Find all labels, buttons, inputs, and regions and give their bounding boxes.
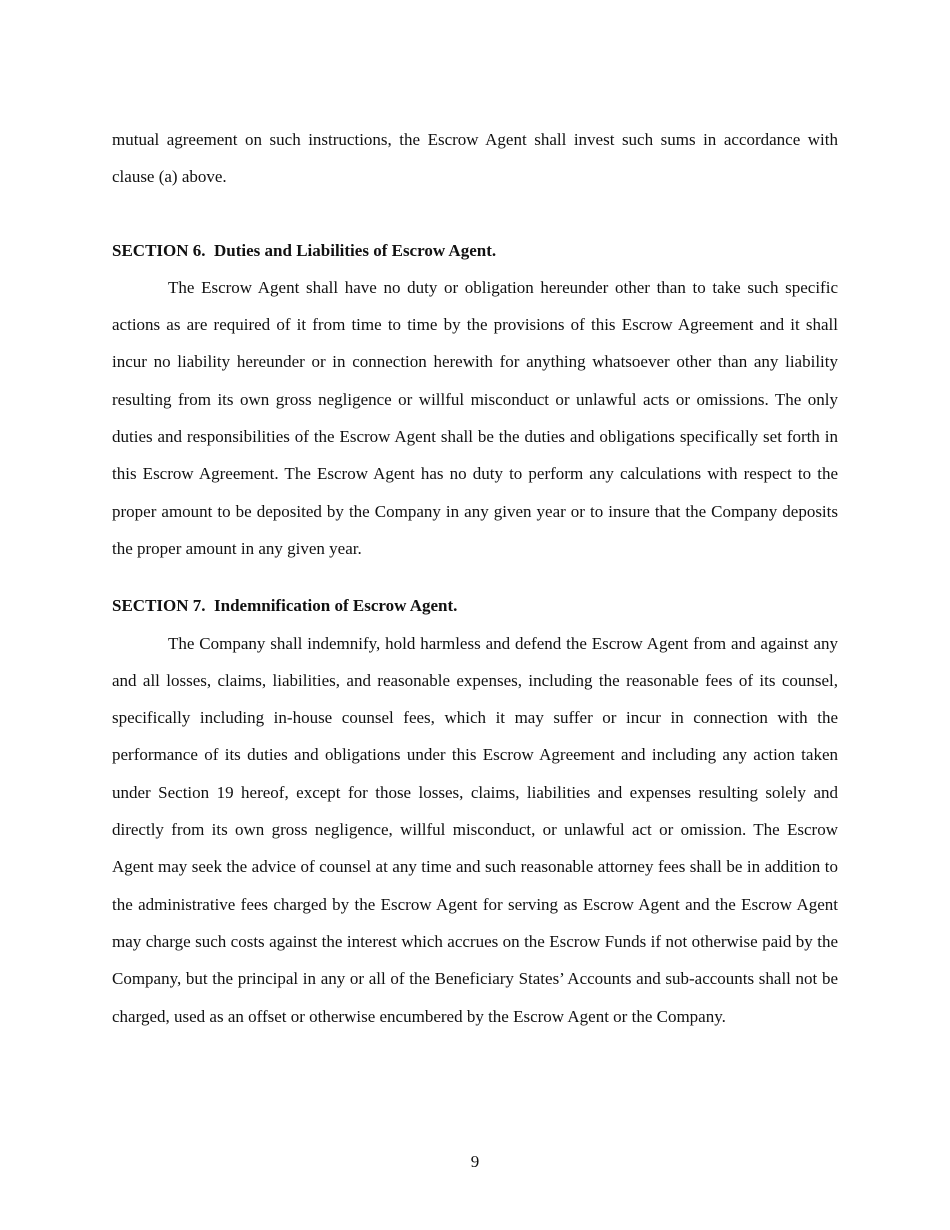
section-7-body: The Company shall indemnify, hold harmless and defend the Escrow Agent from and against any and all losses, claims, liabilities, and reasonable expenses, including the reasonable fees of its counsel, specifically including in-house counsel fees, which it may suffer or incur in connection with the performance of its duties and obligations under this Escrow Agreement and including any action taken under Section 19 hereof, except for those losses, claims, liabilities and expenses resulting solely and directly from its own gross negligence, willful misconduct, or unlawful act or omission. The Escrow Agent may seek the advice of counsel at any time and such reasonable attorney fees shall be in addition to the administrative fees charged by the Escrow Agent for serving as Escrow Agent and the Escrow Agent may charge such costs against the interest which accrues on the Escrow Funds if not otherwise paid by the Company, but the principal in any or all of the Beneficiary States’ Accounts and sub-accounts shall not be charged, used as an offset or otherwise encumbered by the Escrow Agent or the Company. xyxy=(112,633,838,1026)
section-6-body: The Escrow Agent shall have no duty or obligation hereunder other than to take such specific actions as are required of it from time to time by the provisions of this Escrow Agreement and it shall incur no liability hereunder or in connection herewith for anything whatsoever other than any liability resulting from its own gross negligence or willful misconduct or unlawful acts or omissions. The only duties and responsibilities of the Escrow Agent shall be the duties and obligations specifically set forth in this Escrow Agreement. The Escrow Agent has no duty to perform any calculations with respect to the proper amount to be deposited by the Company in any given year or to insure that the Company deposits the proper amount in any given year. xyxy=(112,277,838,558)
section-6-heading: SECTION 6. Duties and Liabilities of Escrow Agent. xyxy=(112,240,497,260)
continuation-paragraph: mutual agreement on such instructions, the Escrow Agent shall invest such sums in accordance with clause (a) above. xyxy=(112,130,838,187)
spacer xyxy=(112,196,838,232)
page-number: 9 xyxy=(470,1152,480,1171)
page-content xyxy=(112,121,838,1035)
spacer xyxy=(112,567,838,587)
section-7-heading: SECTION 7. Indemnification of Escrow Agent. xyxy=(112,596,458,616)
